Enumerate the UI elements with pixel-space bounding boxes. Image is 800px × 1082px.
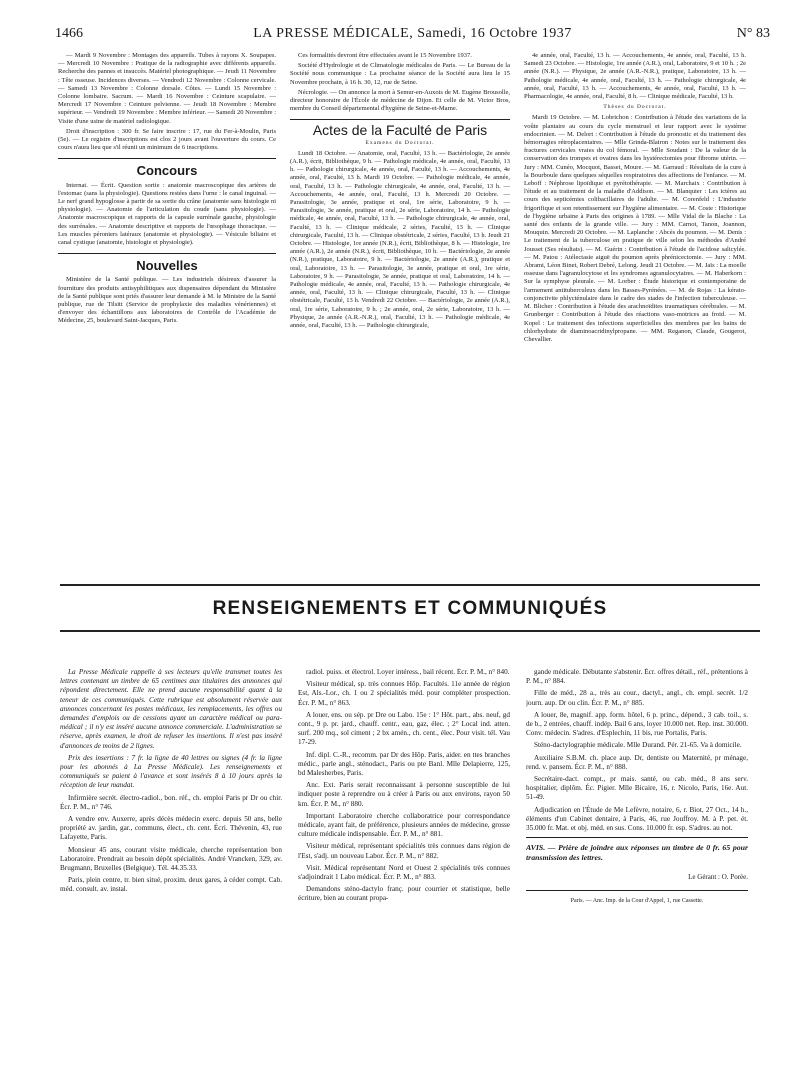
classified-ad: Visiteur médical, représentant spécialités très connues dans région de l'Est, s'adj. un nouveau Labor. Écr. P. M., n° 882. [298,842,510,860]
page-number: 1466 [55,26,83,41]
necrologie-text: Nécrologie. — On annonce la mort à Semur-en-Auxois de M. Eugène Brousolle, directeur honoraire de l'École de médecine de Dijon. Et celle de M. Victor Bros, membre du Conseil départemental d'hygiène de Seine-et-Marne. [290,88,510,113]
classified-ad: Inf. dipl. C.-R., recomm. par Dr des Hôp. Paris, aider. en ttes branches médic., parle angl., sténodact., Paris ou pte Banl. Mlle Delapierre, 125, bd Malesherbes, Paris. [298,750,510,778]
classified-ad: Secrétaire-dact. compt., pr mais. santé, ou cab. méd., 8 ans serv. hospitalier, diplôm. Éc. Pigier. Mlle Bicaire, 16, r. Nicolo, Paris, 16e. Aut. 51-49. [526,775,748,802]
section-divider [60,584,760,586]
classified-column-2 [298,668,510,1068]
page-header [55,26,770,44]
gerant-signature: Le Gérant : O. Porée. [688,873,748,882]
theses-text: Mardi 19 Octobre. — M. Lobrichon : Contribution à l'étude des variations de la voûte plantaire au cours du cycle menstruel et leur rapport avec le système endocrinien. — M. Delort : Contribution à l'étude du pronostic et du traitement des hémorragies rétroplacentaires. — Mlle Grinda-Blairon : Notes sur le traitement des fractures cervicales vraies du col fémoral. — Mlle Soudant : De la valeur de la conservation des trompes et ovaires dans les hystérectomies pour fibrome utérin. — Jury : MM. Cunéo, Mocquot, Basset, Moure. — M. Garraud : Résultats de la cure à la Bourboule dans quelques séquelles respiratoires des affections de l'enfance. — M. Leboff : Néphrose lipoïdique et pyrétothérapie. — M. Marchaix : Contribution à l'étude et au traitement de la maladie d'Addison. — M. Blanquier : Les ictères au cours des septicémies colibacillaires de l'adulte. — M. Corenfeld : L'industrie frigorifique et son retentissement sur l'hygiène alimentaire. — M. Coste : Historique de l'hygiène urbaine à Paris des origines à 1789. — Mlle Vidal de la Blache : La santé des enfants de la grande ville. — Jury : MM. Carnot, Tanon, Joannon, Mouquin. Mercredi 20 Octobre. — M. Laplanche : Abcès du poumon. — M. Denis : Le traitement de la tuberculose en pratique de ville selon les méthodes d'André Jousset (Ses résultats). — M. Guérin : Contribution à l'étude de l'acidose salicylée. — M. Patou : Atélectasie aiguë du poumon après phrénicectomie. — Jury : MM. Abrami, Léon Binet, Robert Debré, Lelong. Jeudi 21 Octobre. — M. Jaïs : La moelle osseuse dans l'agranulocytose et les syndromes agranulocytaires. — M. Haberkorn : Sur la symphyse pleurale. — M. Lorber : Étude historique et contemporaine de l'armement antituberculeux dans les Basses-Pyrénées. — M. de Rojas : La kérato-conjonctivite phlycténulaire dans le cadre des stades de l'infection tuberculeuse. — M. Blicher : Contribution à l'étude des arachnoïdites traumatiques cérébrales. — M. Grunberger : Contribution à l'étude des réactions vaso-motrices au froid. — M. Kopel : Le traitement des infections superficielles des membres par les bains de chlorhydrate de diaminoacridinylpropane. — MM. Reganon, Claude, Gougerot, Chevallier. [524,114,746,343]
issue-number: N° 83 [736,26,770,41]
examens-text: Lundi 18 Octobre. — Anatomie, oral, Faculté, 13 h. — Bactériologie, 2e année (A.R.), écrit, Bibliothèque, 9 h. — Pathologie médicale, 4e année, oral, Faculté, 13 h. — Pathologie chirurgicale, 4e année, oral, Faculté, 13 h. — Accouchements, 4e année, oral, Faculté, 13 h. Mardi 19 Octobre. — Pathologie médicale, 4e année, oral, Faculté, 13 h. — Pathologie chirurgicale, 4e année, oral, Faculté, 13 h. — Accouchements, 4e année, oral, Faculté, 13 h. Mercredi 20 Octobre. — Parasitologie, 3e année, pratique et oral, 1re série, Laboratoire, 9 h. — Parasitologie, 3e année, pratique et oral, 2e série, Laboratoire, 14 h. — Pathologie médicale, 4e année, oral, Faculté, 13 h. — Pathologie chirurgicale, 4e année, oral, Faculté, 13 h. — Clinique médicale, 2 séries, Faculté, 13 h. — Clinique chirurgicale, Faculté, 13 h. — Clinique obstétricale, 2 séries, Faculté, 13 h. Jeudi 21 Octobre. — Histologie, 1re année (N.R.), écrit, Bibliothèque, 8 h. — Histologie, 1re année (A.R.), 2e année (N.R.), écrit, Bibliothèque, 10 h. — Bactériologie, 2e année (N.R.), pratique, Laboratoire, 9 h. — Bactériologie, 2e année (A.R.), pratique et oral, Laboratoire, 13 h. — Parasitologie, 3e année, pratique et oral, 1re série, Laboratoire, 9 h. — Parasitologie, 3e année, pratique et oral, Laboratoire, 14 h. — Pathologie médicale, 4e année, oral, Faculté, 13 h. — Pathologie chirurgicale, 4e année, oral, Faculté, 13 h. — Clinique chirurgicale, Faculté, 13 h. — Clinique obstétricale, Faculté, 13 h. Vendredi 22 Octobre. — Bactériologie, 2e année (A.R.), oral, 1re série, Laboratoire, 9 h. ; 2e année, oral, 2e série, Laboratoire, 13 h. — Physique, 2e année (A.R.-N.R.), oral, Faculté, 13 h. — Pathologie médicale, 4e année, oral, Faculté, 13 h. — Pathologie chirurgicale, [290,149,510,330]
concours-text: Internat. — Écrit. Question sortie : anatomie macroscopique des artères de l'estomac (sans la physiologie). Questions restées dans l'urne : le canal inguinal. — Le nerf grand hypoglosse à partir de sa sortie du crâne (anatomie sans histologie ni physiologie). — Anatomie de l'articulation du coude (sans physiologie). — Anatomie macroscopique et rapports de la capsule surrénale gauche, physiologie des surrénales. — Anatomie descriptive et rapports de l'œsophage thoracique. — Les muscles péroniers latéraux (anatomie et physiologie). — Vésicule biliaire et canal cystique (anatomie, histologie et physiologie). [58,181,276,247]
divider [58,253,276,254]
divider [58,158,276,159]
nouvelles-text: Ministère de la Santé publique. — Les industriels désireux d'assurer la fourniture des produits antisyphilitiques aux dispensaires dépendant du Ministère de la Santé publique sont priés d'assurer leur demande à M. le Ministre de la Santé publique, rue de Tilsitt (Service de prophylaxie des maladies vénériennes) et d'envoyer des échantillons aux laboratoires de Contrôle de l'Académie de Médecine, 25, boulevard Saint-Jacques, Paris. [58,276,276,325]
rubrique-intro [60,668,282,791]
classified-column-1 [60,668,282,1068]
intro-prices: Prix des insertions : 7 fr. la ligne de 40 lettres ou signes (4 fr. la ligne pour les abonnés à La Presse Médicale). Les renseignements et communiqués se paient à l'avance et sont insérés 8 à 10 jours après la réception de leur mandat. [60,753,282,790]
column-3 [524,52,746,552]
intro-paragraph: La Presse Médicale rappelle à ses lecteurs qu'elle transmet toutes les lettres contenant un timbre de 65 centimes aux titulaires des annonces qui répondent directement. Elle ne prend aucune responsabilité quant à la teneur de ces communiqués. Cette rubrique est absolument réservée aux annonces concernant les postes médicaux, les remplacements, les offres ou demandes d'emplois ou de cessions ayant un caractère médical ou para-médical ; il n'y est inséré aucune annonce commerciale. L'administration se réserve, après examen, le droit de refuser les insertions. Il n'est pas inséré d'annonces de moins de 2 lignes. [60,668,282,750]
examens-label: Examens du Doctorat. [365,139,435,146]
classified-ad: Fille de méd., 28 a., très au cour., dactyl., angl., ch. empl. secrét. 1/2 journ. aup. Dr ou clin. Écr. P. M., n° 885. [526,689,748,707]
classified-ad: Paris, plein centre, tr. bien situé, proxim. deux gares, à céder compt. Cab. méd. consult. av. instal. [60,876,282,894]
classified-ad: A vendre env. Auxerre, après décès médecin exerc. depuis 50 ans, belle propriété av. jardin, gar., communs, élect., ch. cent. Écri. Thévenin, 43, rue Lafayette, Paris. [60,815,282,842]
classified-ad: A louer, 8e, magnif. app. form. hôtel, 6 p. princ., dépend., 3 cab. toil., s. de b., 2 entrées, chauff. indép. Bail 6 ans, loyer 10.000 net. Rep. inst. 30.000. Conv. médecin. S'adres. d'Esplechin, 11 bis, rue Portalis, Paris. [526,710,748,738]
classified-ad: Demandons sténo-dactylo franç. pour courrier et statistique, belle écriture, bien au courant propa- [298,885,510,903]
divider [290,119,510,120]
inscription-notice: Droit d'inscription : 300 fr. Se faire inscrire : 17, rue du Fer-à-Moulin, Paris (5e). — Le registre d'inscriptions est clos 2 jours avant l'ouverture du cours. Ce cours n'aura lieu que s'il réunit un minimum de 6 inscriptions. [58,127,276,152]
theses-label: Thèses du Doctorat. [603,104,667,111]
classified-ad: Anc. Ext. Paris serait reconnaissant à personne susceptible de lui indiquer poste à reprendre ou à créer à Paris ou aux environs, rayon 50 km. Écr. P. M., n° 880. [298,781,510,808]
classified-ad: radiol. puiss. et électrol. Loyer intéress., bail récent. Écr. P. M., n° 840. [306,668,510,676]
course-schedule: — Mardi 9 Novembre : Montages des appareils. Tubes à rayons X. Soupapes. — Mercredi 10 Novembre : Pratique de la radiographie avec différents appareils. Recherche des pannes et insuccès. Matériel photographique. — Jeudi 11 Novembre : Tête osseuse. Incidences diverses. — Vendredi 12 Novembre : Colonne cervicale. — Samedi 13 Novembre : Colonne dorsale. Côtes. — Lundi 15 Novembre : Colonne lombaire. Sacrum. — Mardi 16 Novembre : Ceinture scapulaire. — Mercredi 17 Novembre : Ceinture pelvienne. — Jeudi 18 Novembre : Membre supérieur. — Vendredi 19 Novembre : Membre inférieur. — Samedi 20 Novembre : Visite d'une usine de matériel radiologique. [58,52,276,125]
classified-ad: Important Laboratoire cherche collaboratrice pour correspondance médicale, ayant fait, de préférence, plusieurs années de médecine, grosse culture médicale indispensable. Écr. P. M., n° 881. [298,811,510,839]
printer-line: Paris. — Anc. Imp. de la Cour d'Appel, 1, rue Cassette. [526,890,748,906]
classified-ad: Visiteur médical, sp. très connues Hôp. Facultés. 11e année de région Est, Als.-Lor., ch. 1 ou 2 spécialités méd. pour compléter prospection. Écr. P. M., n° 863. [298,680,510,707]
renseignements-heading: RENSEIGNEMENTS ET COMMUNIQUÉS [212,598,608,619]
classified-ad: Adjudication en l'Étude de Me Lefèvre, notaire, 6, r. Biot, 27 Oct., 14 h., éléments d'un Cabinet dentaire, à Paris, 46, rue Jouffroy. M. à P. pet. ét. 35.000 fr. Mat. et obj. méd. en sus. Cons. 10.000 fr. esp. S'adres. au not. [526,805,748,833]
classified-ad: Monsieur 45 ans, courant visite médicale, cherche représentation bon Laboratoire. Prendrait au besoin dépôt spécialités. André Vrancken, 329, av. Brugmann, Bruxelles (Belgique). Tél. 44.35.33. [60,845,282,873]
column-2 [290,52,510,552]
societe-hydrologie-text: Société d'Hydrologie et de Climatologie médicales de Paris. — Le Bureau de la Société nous communique : La prochaine séance de la Société aura lieu le 15 Novembre prochain, à 16 h. 30, 12, rue de Seine. [290,62,510,86]
classified-ad: Visit. Médical représentant Nord et Ouest 2 spécialités très connues s'adjoindrait 1 Labo médical. Écr. P. M., n° 883. [298,863,510,882]
formalites-text: Ces formalités devront être effectuées avant le 15 Novembre 1937. [298,52,472,59]
journal-title: LA PRESSE MÉDICALE, Samedi, 16 Octobre 1937 [253,26,572,41]
faculte-heading: Actes de la Faculté de Paris [312,122,488,139]
examens-continued: 4e année, oral, Faculté, 13 h. — Accouchements, 4e année, oral, Faculté, 13 h. Samedi 23 Octobre. — Histologie, 1re année (A.R.), oral, Laboratoire, 9 et 10 h. ; 2e année (N.R.). — Physique, 2e année (A.R.-N.R.), pratique, Laboratoire, 13 h. — Pathologie médicale, 4e année, oral, Faculté, 13 h. — Pathologie chirurgicale, 4e année, oral, Faculté, 13 h. — Accouchements, 4e année, oral, Faculté, 13 h. — Pharmacologie, 4e année, oral, Faculté, 8 h. — Clinique médicale, Faculté, 13 h. [524,52,746,101]
classified-ad: Auxiliaire S.B.M. ch. place aup. Dr, dentiste ou Maternité, pr ménage, rend. v. pansem. Écr. P. M., n° 888. [526,753,748,771]
classified-column-3 [526,668,748,1068]
column-1 [58,52,276,552]
classified-ad: Sténo-dactylographie médicale. Mlle Durand. Pér. 21-65. Va à domicile. [534,741,742,750]
classified-ad: Infirmière secrét. électro-radiol., bon. réf., ch. emploi Paris pr Dr ou chir. Écr. P. M., n° 746. [60,793,282,811]
classified-ad: gande médicale. Débutante s'abstenir. Écr. offres détail., réf., prétentions à P. M., n° 884. [526,668,748,686]
classified-ad: A louer, ens. ou sép. pr Dre ou Labo. 15e : 1° Hôt. part., abs. neuf, gd cont., 9 p. pr. jard., chauff. centr., eau, gaz, élec. ; 2° Local ind. atten. surf. 200 mq., sol ciment ; 2 bx amén., ch. cent., élec. Pour visit. tél. Vau 17-29. [298,710,510,747]
concours-heading: Concours [136,163,198,179]
avis-notice: AVIS. — Prière de joindre aux réponses un timbre de 0 fr. 65 pour transmission des lettres. [526,837,748,863]
nouvelles-heading: Nouvelles [136,258,198,274]
section-divider [60,630,760,632]
